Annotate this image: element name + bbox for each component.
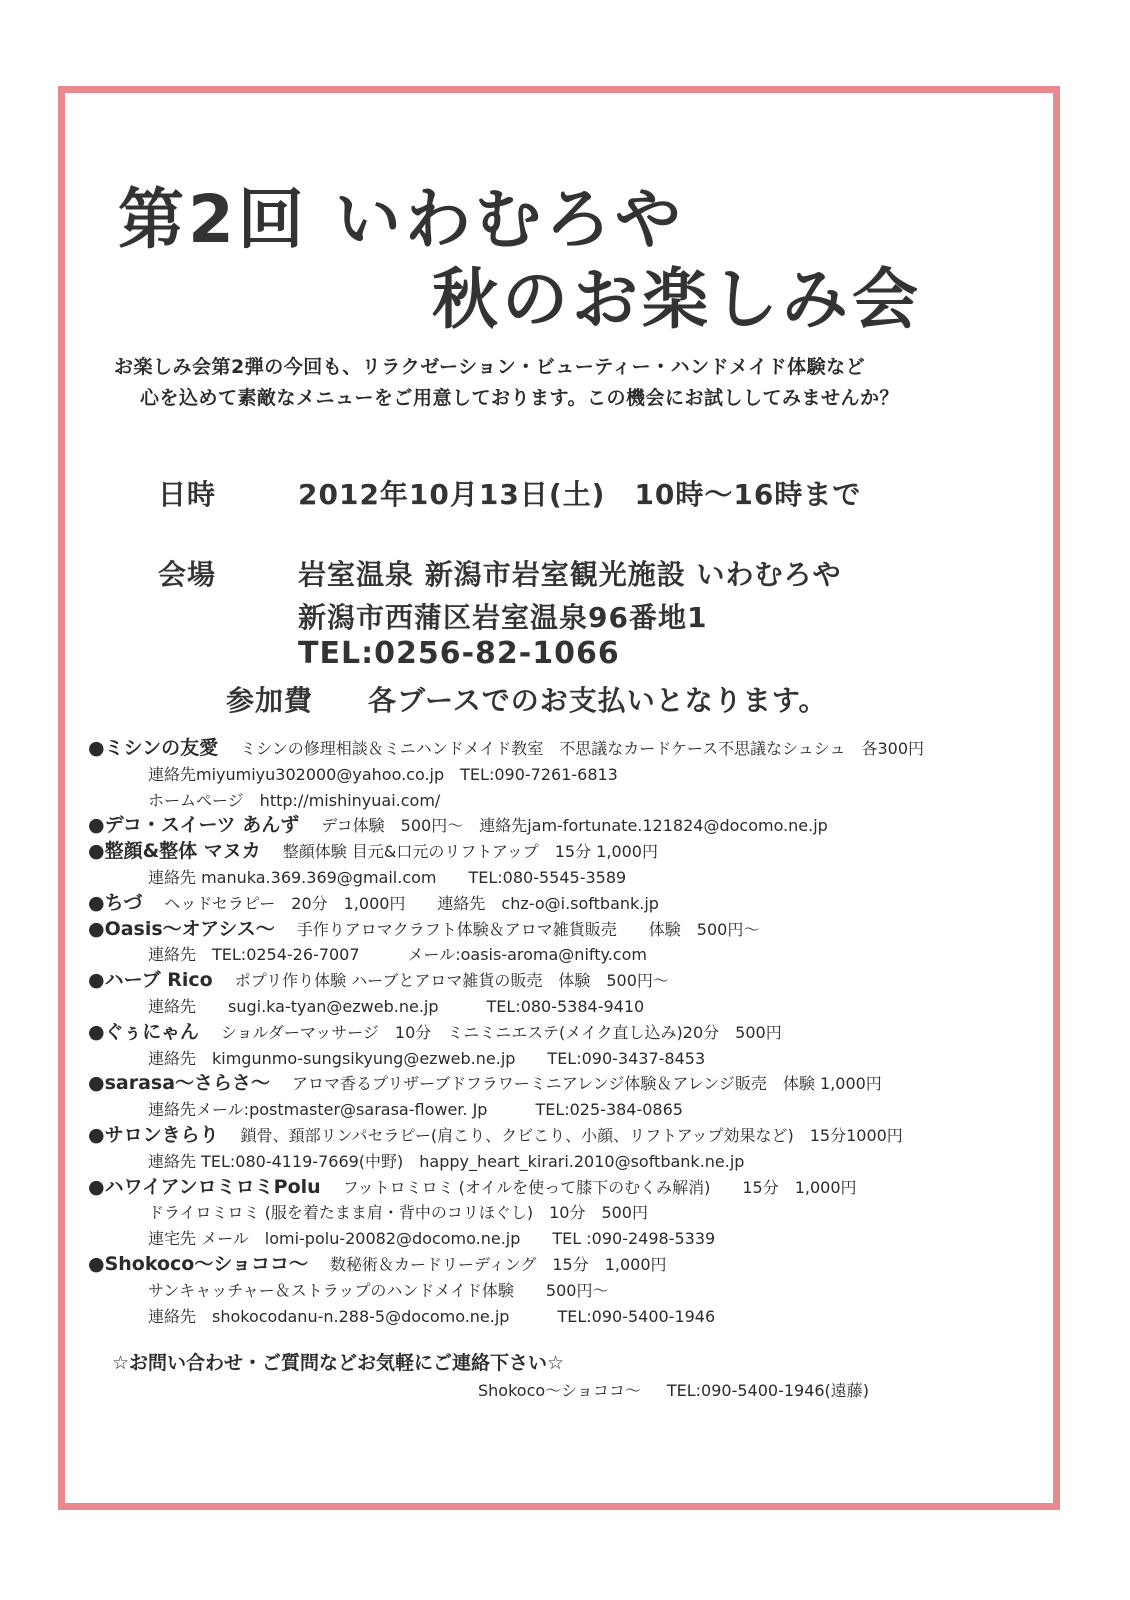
vendor-detail-line: 連絡先 manuka.369.369@gmail.com TEL:080-5545-3589 bbox=[148, 867, 627, 887]
vendor-description: フットロミロミ (オイルを使って膝下のむくみ解消) 15分 1,000円 bbox=[342, 1177, 857, 1197]
vendor-row bbox=[88, 1020, 1038, 1046]
vendor-description: ミシンの修理相談＆ミニハンドメイド教室 不思議なカードケース不思議なシュシュ 各300円 bbox=[240, 739, 925, 758]
vendor-description: ヘッドセラピー 20分 1,000円 連絡先 chz-o@i.softbank.jp bbox=[164, 893, 659, 913]
vendor-row bbox=[88, 736, 1038, 762]
vendor-row bbox=[88, 1123, 1038, 1149]
vendor-name: ●Shokoco～ショココ～ bbox=[88, 1252, 308, 1275]
footer-contact bbox=[478, 1378, 869, 1401]
venue-phone: TEL:0256-82-1066 bbox=[298, 636, 620, 671]
vendor-detail-line: 連絡先 sugi.ka-tyan@ezweb.ne.jp TEL:080-5384-9410 bbox=[148, 996, 645, 1016]
vendor-row bbox=[88, 813, 1038, 839]
venue-name: 岩室温泉 新潟市岩室観光施設 いわむろや bbox=[298, 558, 842, 591]
vendor-list bbox=[88, 736, 1038, 1329]
vendor-description: デコ体験 500円～ 連絡先jam-fortunate.121824@docomo.ne.jp bbox=[321, 816, 828, 836]
vendor-detail-line: ドライロミロミ (服を着たまま肩・背中のコリほぐし) 10分 500円 bbox=[148, 1203, 648, 1223]
vendor-detail-line: サンキャッチャー＆ストラップのハンドメイド体験 500円～ bbox=[148, 1280, 609, 1300]
footer-contact-tel: TEL:090-5400-1946(遠藤) bbox=[666, 1381, 870, 1400]
vendor-row bbox=[88, 891, 1038, 917]
vendor-name: ●デコ・スイーツ あんず bbox=[88, 814, 300, 837]
vendor-description: 鎖骨、頚部リンパセラピー(肩こり、クビこり、小顔、リフトアップ効果など) 15分1000円 bbox=[240, 1125, 903, 1145]
vendor-name: ●ミシンの友愛 bbox=[88, 737, 219, 759]
inquiry-note: ☆お問い合わせ・ご質問などお気軽にご連絡下さい☆ bbox=[112, 1352, 565, 1374]
fee-label: 参加費 bbox=[226, 684, 314, 717]
vendor-row bbox=[88, 1175, 1038, 1201]
vendor-detail-line: ホームページ http://mishinyuai.com/ bbox=[148, 790, 441, 810]
vendor-description: アロマ香るプリザーブドフラワーミニアレンジ体験＆アレンジ販売 体験 1,000円 bbox=[292, 1074, 882, 1094]
date-label: 日時 bbox=[158, 478, 217, 511]
title-line-2: 秋のお楽しみ会 bbox=[432, 261, 922, 338]
vendor-detail-line: 連宅先 メール lomi-polu-20082@docomo.ne.jp TEL :090-2498-5339 bbox=[148, 1229, 716, 1249]
title-line-1: 第2回 いわむろや bbox=[118, 181, 685, 258]
footer-contact-name: Shokoco～ショココ～ bbox=[478, 1381, 641, 1400]
fee-value: 各ブースでのお支払いとなります。 bbox=[368, 684, 828, 717]
vendor-name: ●サロンきらり bbox=[88, 1123, 219, 1146]
vendor-detail-line: 連絡先 TEL:0254-26-7007 メール:oasis-aroma@nifty.com bbox=[148, 945, 647, 965]
vendor-row bbox=[88, 968, 1038, 994]
vendor-description: ショルダーマッサージ 10分 ミニミニエステ(メイク直し込み)20分 500円 bbox=[220, 1022, 782, 1042]
venue-address: 新潟市西蒲区岩室温泉96番地1 bbox=[298, 601, 708, 634]
vendor-row bbox=[88, 917, 1038, 943]
venue-label: 会場 bbox=[158, 558, 217, 591]
vendor-description: 整顔体験 目元&口元のリフトアップ 15分 1,000円 bbox=[282, 842, 658, 862]
vendor-name: ●sarasa～さらさ～ bbox=[88, 1072, 271, 1095]
vendor-description: 数秘術＆カードリーディング 15分 1,000円 bbox=[329, 1254, 667, 1274]
vendor-detail-line: 連絡先 kimgunmo-sungsikyung@ezweb.ne.jp TEL:090-3437-8453 bbox=[148, 1048, 706, 1068]
vendor-name: ●Oasis～オアシス～ bbox=[88, 917, 275, 940]
vendor-detail-line: 連絡先 TEL:080-4119-7669(中野) happy_heart_kirari.2010@softbank.ne.jp bbox=[148, 1151, 745, 1171]
vendor-row bbox=[88, 1252, 1038, 1278]
vendor-detail-line: 連絡先 shokocodanu-n.288-5@docomo.ne.jp TEL:090-5400-1946 bbox=[148, 1306, 716, 1326]
vendor-description: ポプリ作り体験 ハーブとアロマ雑貨の販売 体験 500円～ bbox=[234, 971, 669, 991]
intro-line-1: お楽しみ会第2弾の今回も、リラクゼーション・ビューティー・ハンドメイド体験など bbox=[114, 356, 866, 378]
intro-line-2: 心を込めて素敵なメニューをご用意しております。この機会にお試ししてみませんか？ bbox=[140, 387, 899, 409]
vendor-name: ●整顔&整体 マヌカ bbox=[88, 840, 261, 863]
vendor-row bbox=[88, 1071, 1038, 1097]
vendor-detail-line: 連絡先miyumiyu302000@yahoo.co.jp TEL:090-7261-6813 bbox=[148, 764, 618, 784]
vendor-name: ●ハワイアンロミロミPolu bbox=[88, 1175, 321, 1198]
vendor-name: ●ちづ bbox=[88, 891, 143, 914]
vendor-row bbox=[88, 839, 1038, 865]
vendor-description: 手作りアロマクラフト体験＆アロマ雑貨販売 体験 500円～ bbox=[296, 919, 760, 939]
vendor-name: ●ぐぅにゃん bbox=[88, 1020, 199, 1043]
date-value: 2012年10月13日(土) 10時～16時まで bbox=[298, 478, 862, 511]
vendor-detail-line: 連絡先メール:postmaster@sarasa-flower. Jp TEL:025-384-0865 bbox=[148, 1100, 683, 1120]
vendor-name: ●ハーブ Rico bbox=[88, 969, 213, 992]
